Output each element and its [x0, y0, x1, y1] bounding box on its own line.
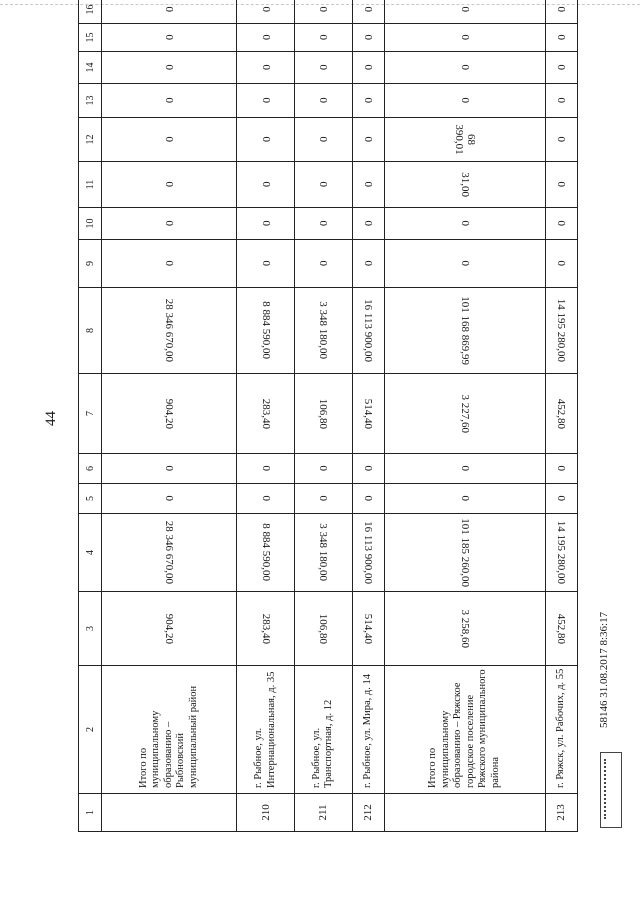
value-text: 283,40 [259, 613, 272, 644]
value-cell-c12 [237, 118, 295, 162]
value-text: 16 113 900,00 [362, 521, 375, 584]
value-text: 0 [163, 220, 176, 227]
value-text: 8 884 590,00 [259, 301, 272, 360]
value-text: 0 [458, 34, 471, 41]
object-name-cell: г. Рыбное, ул. Интернациональная, д. 35 [237, 666, 295, 794]
value-text: 3 227,60 [458, 394, 471, 433]
value-text: 0 [163, 260, 176, 267]
value-text: 0 [317, 64, 330, 71]
value-text: 28 346 670,00 [163, 298, 176, 363]
value-cell-c16 [545, 0, 577, 24]
value-cell-c13 [237, 84, 295, 118]
table-row [295, 0, 353, 832]
col-header: 5 [79, 484, 102, 514]
value-cell-c12 [295, 118, 353, 162]
value-cell-c5 [237, 484, 295, 514]
table-row [384, 0, 545, 832]
value-text: 0 [458, 64, 471, 71]
value-text: 0 [317, 495, 330, 502]
value-text: 904,20 [163, 398, 176, 429]
value-text: 0 [555, 97, 568, 104]
value-cell-c6 [102, 454, 237, 484]
value-cell-c15 [295, 24, 353, 52]
col-header: 1 [79, 794, 102, 832]
value-cell-c12 [352, 118, 384, 162]
value-text: 0 [259, 136, 272, 143]
value-text: 0 [259, 181, 272, 188]
value-text: 0 [362, 181, 375, 188]
value-cell-c3 [102, 592, 237, 666]
value-cell-c3 [384, 592, 545, 666]
value-cell-c11 [295, 162, 353, 208]
value-text: 0 [555, 220, 568, 227]
value-cell-c5 [352, 484, 384, 514]
value-text: 0 [362, 64, 375, 71]
col-header: 14 [79, 52, 102, 84]
value-text: 0 [458, 220, 471, 227]
value-cell-c13 [352, 84, 384, 118]
value-text: 0 [362, 6, 375, 13]
value-text: 0 [163, 64, 176, 71]
value-text: 0 [458, 465, 471, 472]
page-number: 44 [43, 411, 59, 426]
value-cell-c11 [545, 162, 577, 208]
col-header: 15 [79, 24, 102, 52]
value-cell-c12 [545, 118, 577, 162]
value-text: 106,80 [317, 613, 330, 644]
value-text: 0 [555, 465, 568, 472]
value-text: 452,80 [555, 613, 568, 644]
value-text: 0 [458, 260, 471, 267]
value-cell-c14 [352, 52, 384, 84]
value-cell-c6 [295, 454, 353, 484]
value-cell-c10 [384, 208, 545, 240]
value-cell-c14 [545, 52, 577, 84]
value-text: 0 [555, 64, 568, 71]
value-text: 0 [259, 34, 272, 41]
value-cell-c8 [384, 288, 545, 374]
col-header: 9 [79, 240, 102, 288]
value-text: 0 [555, 181, 568, 188]
value-text: 0 [317, 220, 330, 227]
object-name-cell: Итого по муниципальному образованию – Рыбновский муниципальный район [102, 666, 237, 794]
value-text: 68 390,01 [452, 124, 477, 155]
value-cell-c8 [295, 288, 353, 374]
value-cell-c10 [102, 208, 237, 240]
col-header: 8 [79, 288, 102, 374]
value-cell-c5 [545, 484, 577, 514]
col-header: 11 [79, 162, 102, 208]
table-row [102, 0, 237, 832]
value-text: 0 [259, 495, 272, 502]
value-text: 0 [163, 34, 176, 41]
row-number-cell: 210 [237, 794, 295, 832]
value-text: 106,80 [317, 398, 330, 429]
value-text: 3 258,60 [458, 609, 471, 648]
col-header: 13 [79, 84, 102, 118]
value-text: 0 [555, 136, 568, 143]
value-cell-c3 [352, 592, 384, 666]
value-text: 0 [317, 6, 330, 13]
value-text: 0 [555, 34, 568, 41]
table-row [545, 0, 577, 832]
registration-stamp-text: 58146 31.08.2017 8:36:17 [598, 611, 610, 728]
value-text: 0 [362, 97, 375, 104]
value-text: 283,40 [259, 398, 272, 429]
value-cell-c4 [102, 514, 237, 592]
value-text: 0 [163, 6, 176, 13]
value-cell-c9 [295, 240, 353, 288]
value-text: 0 [163, 465, 176, 472]
value-cell-c10 [295, 208, 353, 240]
value-text: 0 [362, 136, 375, 143]
value-text: 0 [259, 260, 272, 267]
value-text: 14 195 280,00 [555, 520, 568, 585]
value-cell-c3 [545, 592, 577, 666]
value-text: 0 [555, 260, 568, 267]
object-name-cell: г. Ряжск, ул. Рабочих, д. 55 [545, 666, 577, 794]
value-cell-c14 [384, 52, 545, 84]
value-cell-c6 [352, 454, 384, 484]
value-text: 3 348 180,00 [317, 523, 330, 582]
value-text: 0 [317, 465, 330, 472]
value-text: 3 348 180,00 [317, 301, 330, 360]
value-text: 0 [259, 465, 272, 472]
row-number-cell: 213 [545, 794, 577, 832]
value-cell-c15 [237, 24, 295, 52]
col-header: 2 [79, 666, 102, 794]
value-cell-c4 [237, 514, 295, 592]
value-cell-c11 [384, 162, 545, 208]
value-cell-c16 [352, 0, 384, 24]
value-text: 0 [317, 181, 330, 188]
value-cell-c11 [237, 162, 295, 208]
value-cell-c10 [545, 208, 577, 240]
value-cell-c11 [352, 162, 384, 208]
value-cell-c16 [237, 0, 295, 24]
value-cell-c7 [237, 374, 295, 454]
value-text: 514,40 [362, 398, 375, 429]
value-cell-c5 [295, 484, 353, 514]
col-header: 16 [79, 0, 102, 24]
stamp-logo-icon [600, 752, 622, 828]
table-row [352, 0, 384, 832]
value-cell-c5 [102, 484, 237, 514]
value-text: 514,40 [362, 613, 375, 644]
value-cell-c4 [295, 514, 353, 592]
object-name-cell: Итого по муниципальному образованию – Ряжское городское поселение Ряжского муниципального района [384, 666, 545, 794]
value-cell-c15 [352, 24, 384, 52]
value-cell-c9 [102, 240, 237, 288]
col-header: 10 [79, 208, 102, 240]
row-number-cell [384, 794, 545, 832]
value-cell-c6 [384, 454, 545, 484]
value-cell-c3 [237, 592, 295, 666]
value-cell-c5 [384, 484, 545, 514]
col-header: 12 [79, 118, 102, 162]
value-text: 31,00 [458, 172, 471, 197]
value-cell-c10 [352, 208, 384, 240]
object-name-cell: г. Рыбное, ул. Транспортная, д. 12 [295, 666, 353, 794]
value-cell-c9 [352, 240, 384, 288]
value-text: 0 [555, 495, 568, 502]
value-text: 0 [163, 181, 176, 188]
value-cell-c4 [384, 514, 545, 592]
value-cell-c4 [352, 514, 384, 592]
data-table [78, 0, 578, 832]
row-number-cell: 211 [295, 794, 353, 832]
value-text: 101 168 869,99 [458, 296, 471, 365]
value-text: 0 [259, 220, 272, 227]
col-header: 6 [79, 454, 102, 484]
value-cell-c7 [295, 374, 353, 454]
value-cell-c8 [545, 288, 577, 374]
value-cell-c6 [545, 454, 577, 484]
value-text: 0 [458, 495, 471, 502]
value-text: 904,20 [163, 613, 176, 644]
col-header: 7 [79, 374, 102, 454]
value-cell-c15 [102, 24, 237, 52]
value-cell-c14 [102, 52, 237, 84]
value-text: 0 [362, 495, 375, 502]
value-text: 0 [362, 34, 375, 41]
value-cell-c12 [384, 118, 545, 162]
value-text: 0 [259, 97, 272, 104]
value-cell-c14 [295, 52, 353, 84]
value-cell-c16 [102, 0, 237, 24]
value-cell-c16 [384, 0, 545, 24]
value-cell-c14 [237, 52, 295, 84]
value-cell-c13 [102, 84, 237, 118]
value-text: 0 [362, 220, 375, 227]
value-cell-c3 [295, 592, 353, 666]
value-text: 0 [458, 97, 471, 104]
value-text: 0 [317, 136, 330, 143]
value-text: 0 [362, 260, 375, 267]
value-cell-c9 [384, 240, 545, 288]
value-cell-c9 [237, 240, 295, 288]
object-name-cell: г. Рыбное, ул. Мира, д. 14 [352, 666, 384, 794]
value-cell-c13 [295, 84, 353, 118]
value-cell-c4 [545, 514, 577, 592]
value-text: 16 113 900,00 [362, 299, 375, 362]
value-cell-c10 [237, 208, 295, 240]
value-cell-c13 [384, 84, 545, 118]
value-cell-c12 [102, 118, 237, 162]
value-text: 0 [259, 6, 272, 13]
col-header: 3 [79, 592, 102, 666]
value-text: 0 [555, 6, 568, 13]
row-number-cell: 212 [352, 794, 384, 832]
table-row [237, 0, 295, 832]
value-cell-c7 [352, 374, 384, 454]
column-number-row [79, 0, 102, 832]
value-cell-c9 [545, 240, 577, 288]
value-cell-c13 [545, 84, 577, 118]
value-cell-c7 [384, 374, 545, 454]
value-cell-c7 [102, 374, 237, 454]
col-header: 4 [79, 514, 102, 592]
value-text: 0 [163, 495, 176, 502]
value-text: 0 [163, 136, 176, 143]
value-text: 0 [259, 64, 272, 71]
value-text: 28 346 670,00 [163, 520, 176, 585]
value-cell-c15 [545, 24, 577, 52]
value-cell-c11 [102, 162, 237, 208]
rotated-table-wrapper [78, 4, 578, 832]
value-text: 0 [362, 465, 375, 472]
value-text: 8 884 590,00 [259, 523, 272, 582]
value-text: 0 [317, 34, 330, 41]
value-cell-c8 [352, 288, 384, 374]
value-text: 0 [458, 6, 471, 13]
value-text: 0 [317, 97, 330, 104]
value-cell-c15 [384, 24, 545, 52]
value-cell-c6 [237, 454, 295, 484]
row-number-cell [102, 794, 237, 832]
value-cell-c16 [295, 0, 353, 24]
value-cell-c8 [237, 288, 295, 374]
value-cell-c8 [102, 288, 237, 374]
value-text: 0 [317, 260, 330, 267]
value-text: 0 [163, 97, 176, 104]
value-cell-c7 [545, 374, 577, 454]
value-text: 14 195 280,00 [555, 298, 568, 363]
value-text: 101 185 260,00 [458, 518, 471, 587]
value-text: 452,80 [555, 398, 568, 429]
